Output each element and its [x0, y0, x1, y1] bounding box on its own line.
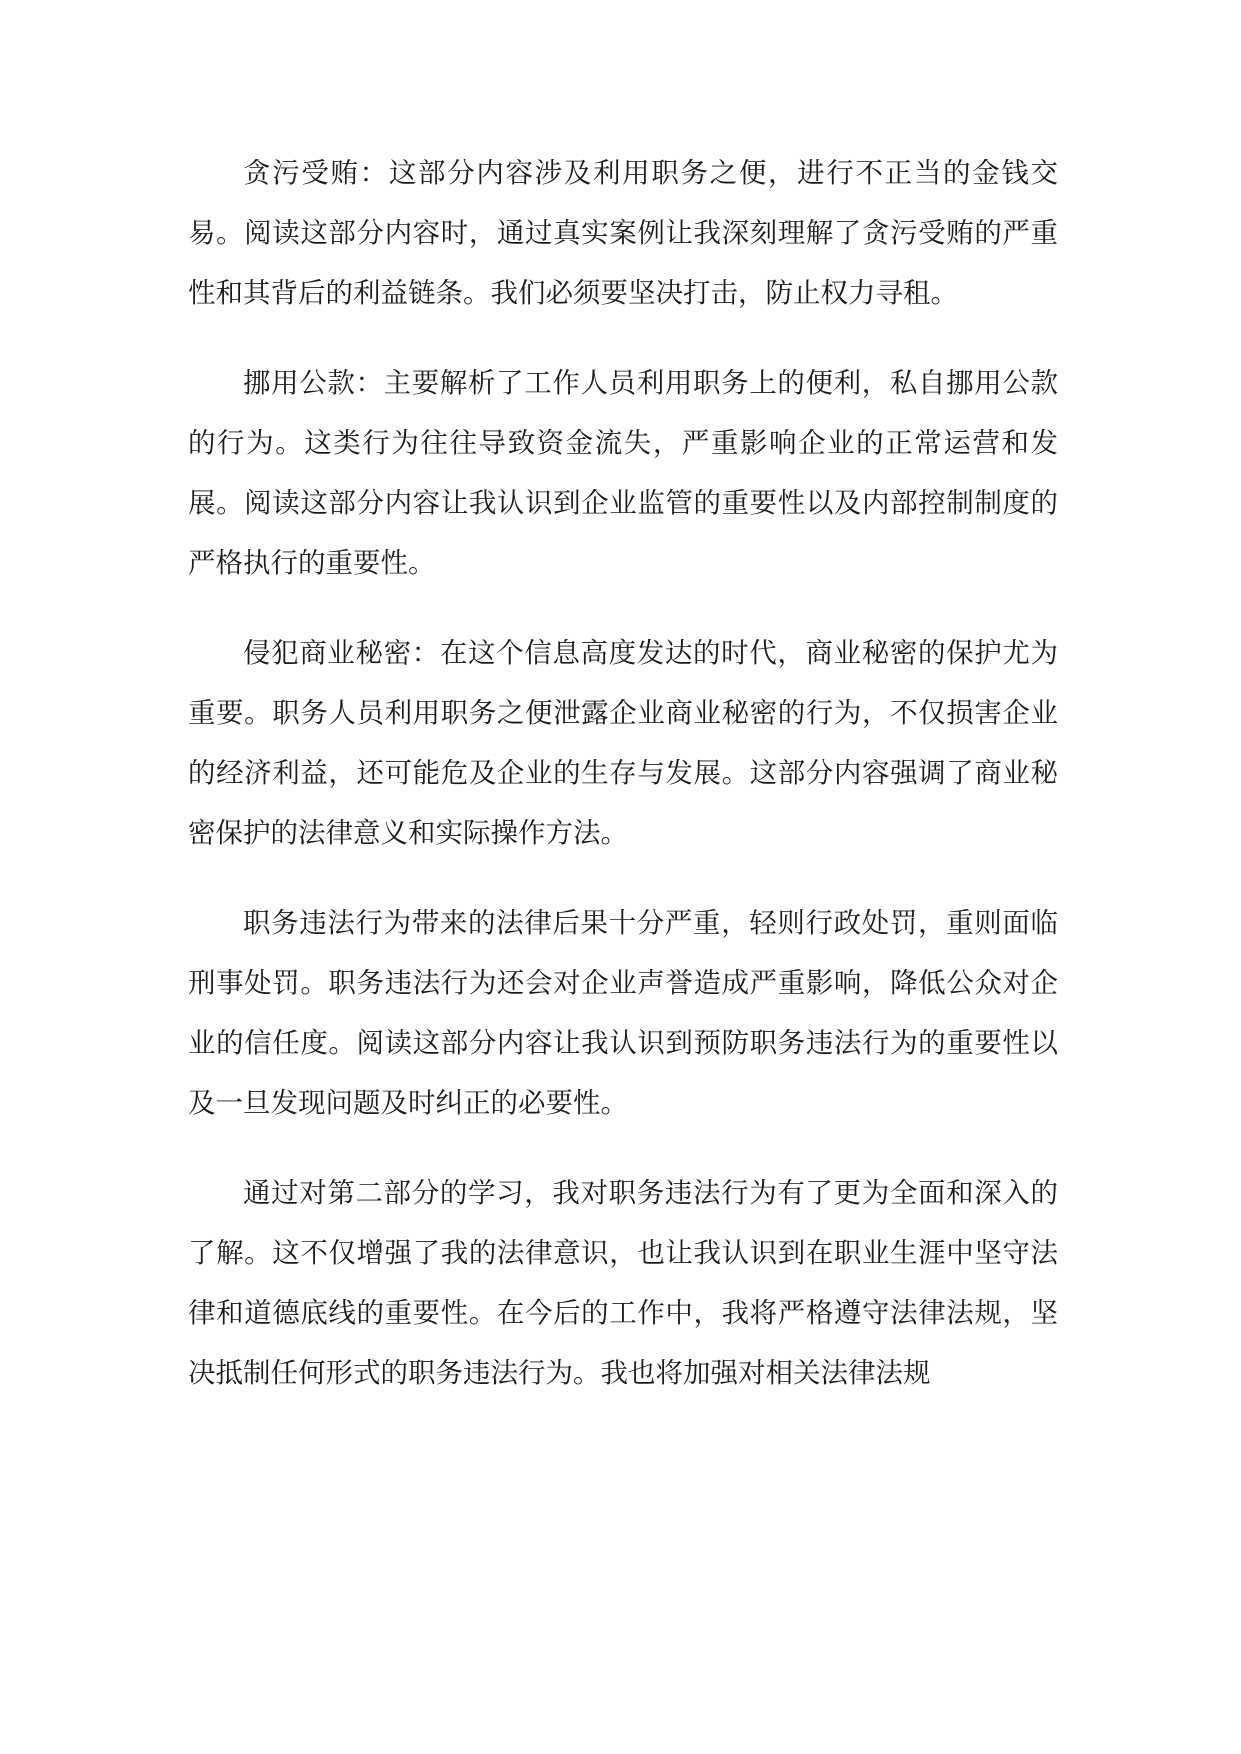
paragraph-conclusion: 通过对第二部分的学习，我对职务违法行为有了更为全面和深入的了解。这不仅增强了我的法律意识，也让我认识到在职业生涯中坚守法律和道德底线的重要性。在今后的工作中，我将严格遵守法律法规，坚决抵制任何形式的职务违法行为。我也将加强对相关法律法规 [188, 1177, 1058, 1389]
paragraph-misappropriation: 挪用公款：主要解析了工作人员利用职务上的便利，私自挪用公款的行为。这类行为往往导致资金流失，严重影响企业的正常运营和发展。阅读这部分内容让我认识到企业监管的重要性以及内部控制制度的严格执行的重要性。 [188, 367, 1058, 579]
paragraph-embezzlement-bribery: 贪污受贿：这部分内容涉及利用职务之便，进行不正当的金钱交易。阅读这部分内容时，通过真实案例让我深刻理解了贪污受贿的严重性和其背后的利益链条。我们必须要坚决打击，防止权力寻租。 [188, 157, 1058, 309]
paragraph-trade-secrets: 侵犯商业秘密：在这个信息高度发达的时代，商业秘密的保护尤为重要。职务人员利用职务之便泄露企业商业秘密的行为，不仅损害企业的经济利益，还可能危及企业的生存与发展。这部分内容强调了商业秘密保护的法律意义和实际操作方法。 [188, 637, 1058, 849]
document-body [188, 143, 1058, 1403]
paragraph-legal-consequences: 职务违法行为带来的法律后果十分严重，轻则行政处罚，重则面临刑事处罚。职务违法行为还会对企业声誉造成严重影响，降低公众对企业的信任度。阅读这部分内容让我认识到预防职务违法行为的重要性以及一旦发现问题及时纠正的必要性。 [188, 907, 1058, 1119]
